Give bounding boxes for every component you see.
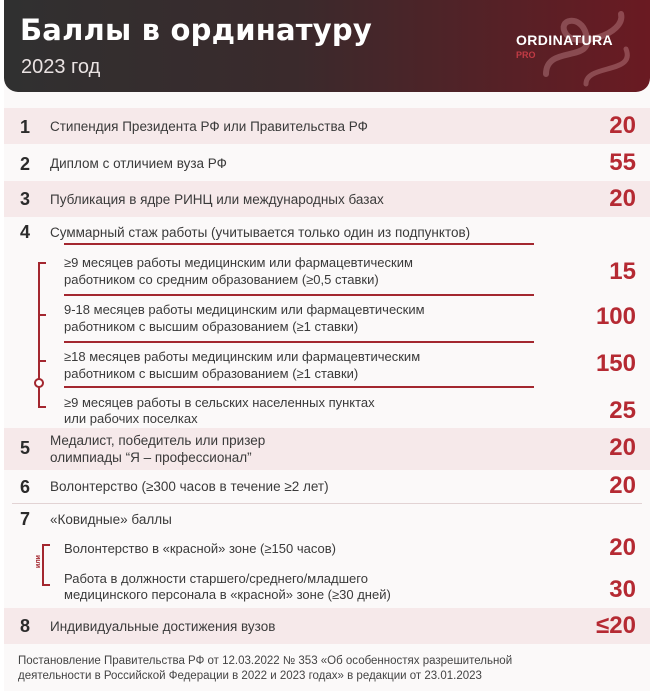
divider-line — [12, 503, 642, 504]
subitem-label-line2: работником с высшим образованием (≥1 ставки) — [64, 319, 359, 334]
subitem-label-line2: работником с высшим образованием (≥1 ставки) — [64, 366, 359, 381]
item-points: 20 — [609, 185, 636, 212]
item-points: 20 — [609, 472, 636, 499]
bracket-tick — [42, 544, 50, 546]
subitem-label-line1: ≥9 месяцев работы медицинским или фармацевтическим — [64, 255, 413, 270]
infographic — [4, 0, 650, 691]
footer-line1: Постановление Правительства РФ от 12.03.2022 № 353 «Об особенностях разрешительной — [18, 655, 513, 667]
item-number: 4 — [20, 222, 31, 242]
subitem-points: 150 — [595, 350, 636, 377]
footer-line2: деятельности в Российской Федерации в 2022 и 2023 годах» в редакции от 23.01.2023 — [18, 670, 482, 682]
divider-line — [64, 243, 534, 245]
item-number: 3 — [20, 189, 31, 209]
brand-name: ORDINATURA — [516, 32, 614, 48]
subitem-label-line1: ≥9 месяцев работы в сельских населенных пунктах — [64, 395, 375, 410]
item-points: 55 — [609, 149, 636, 176]
item-row-5 — [4, 428, 650, 470]
divider-line — [64, 341, 534, 343]
item-row-3 — [4, 181, 650, 217]
item-label: Диплом с отличием вуза РФ — [50, 156, 227, 171]
divider-line — [64, 386, 534, 388]
item-label: Индивидуальные достижения вузов — [50, 619, 276, 634]
subitem-label-line1: 9-18 месяцев работы медицинским или фармацевтическим — [64, 302, 425, 317]
item-number: 2 — [20, 154, 31, 174]
subitem-label-line2: или рабочих поселках — [64, 411, 198, 426]
divider-line — [64, 294, 534, 296]
item-points: ≤20 — [596, 612, 636, 639]
item-row-8 — [4, 608, 650, 644]
item-row-1 — [4, 108, 650, 144]
subitem-label: Волонтерство в «красной» зоне (≥150 часов) — [64, 541, 336, 556]
item-points: 20 — [609, 112, 636, 139]
item-row-2 — [4, 146, 650, 180]
page-subtitle-year: 2023 год — [21, 56, 101, 78]
item-label: «Ковидные» баллы — [50, 512, 172, 527]
subitem-points: 15 — [609, 258, 636, 285]
or-ring-icon — [34, 378, 44, 388]
item-number: 5 — [20, 438, 31, 458]
item-label-line1: Медалист, победитель или призер — [50, 433, 266, 448]
bracket-tick — [38, 314, 46, 316]
bracket-tick — [38, 262, 46, 264]
subitem-label-line2: работником со средним образованием (≥0,5 ставки) — [64, 272, 379, 287]
subitem-label-line1: Работа в должности старшего/среднего/младшего — [64, 571, 368, 586]
item-label: Публикация в ядре РИНЦ или международных базах — [50, 192, 384, 207]
header-banner — [4, 0, 650, 92]
item-label: Волонтерство (≥300 часов в течение ≥2 лет) — [50, 479, 329, 494]
item-label: Стипендия Президента РФ или Правительства РФ — [50, 119, 368, 134]
item-row-6 — [4, 471, 650, 503]
page-title: Баллы в ординатуру — [20, 13, 372, 47]
bracket-tick — [38, 360, 46, 362]
subitem-label-line2: медицинского персонала в «красной» зоне (≥30 дней) — [64, 587, 391, 602]
or-label: или — [35, 555, 42, 569]
item-label-line2: олимпиады “Я – профессионал” — [50, 450, 252, 465]
brand-sub: PRO — [516, 50, 536, 60]
item-label: Суммарный стаж работы (учитывается только один из подпунктов) — [50, 225, 471, 240]
item-number: 6 — [20, 477, 31, 497]
or-bracket — [42, 544, 44, 586]
subitem-points: 30 — [609, 576, 636, 603]
subitem-points: 20 — [609, 534, 636, 561]
item-number: 1 — [20, 117, 31, 137]
subitem-points: 100 — [595, 303, 636, 330]
item-number: 7 — [20, 509, 31, 529]
bracket-tick — [38, 406, 46, 408]
bracket-tick — [42, 584, 50, 586]
subitem-points: 25 — [609, 397, 636, 424]
subitem-label-line1: ≥18 месяцев работы медицинским или фармацевтическим — [64, 349, 421, 364]
item-points: 20 — [609, 434, 636, 461]
footer-note — [18, 654, 638, 684]
item-number: 8 — [20, 616, 31, 636]
